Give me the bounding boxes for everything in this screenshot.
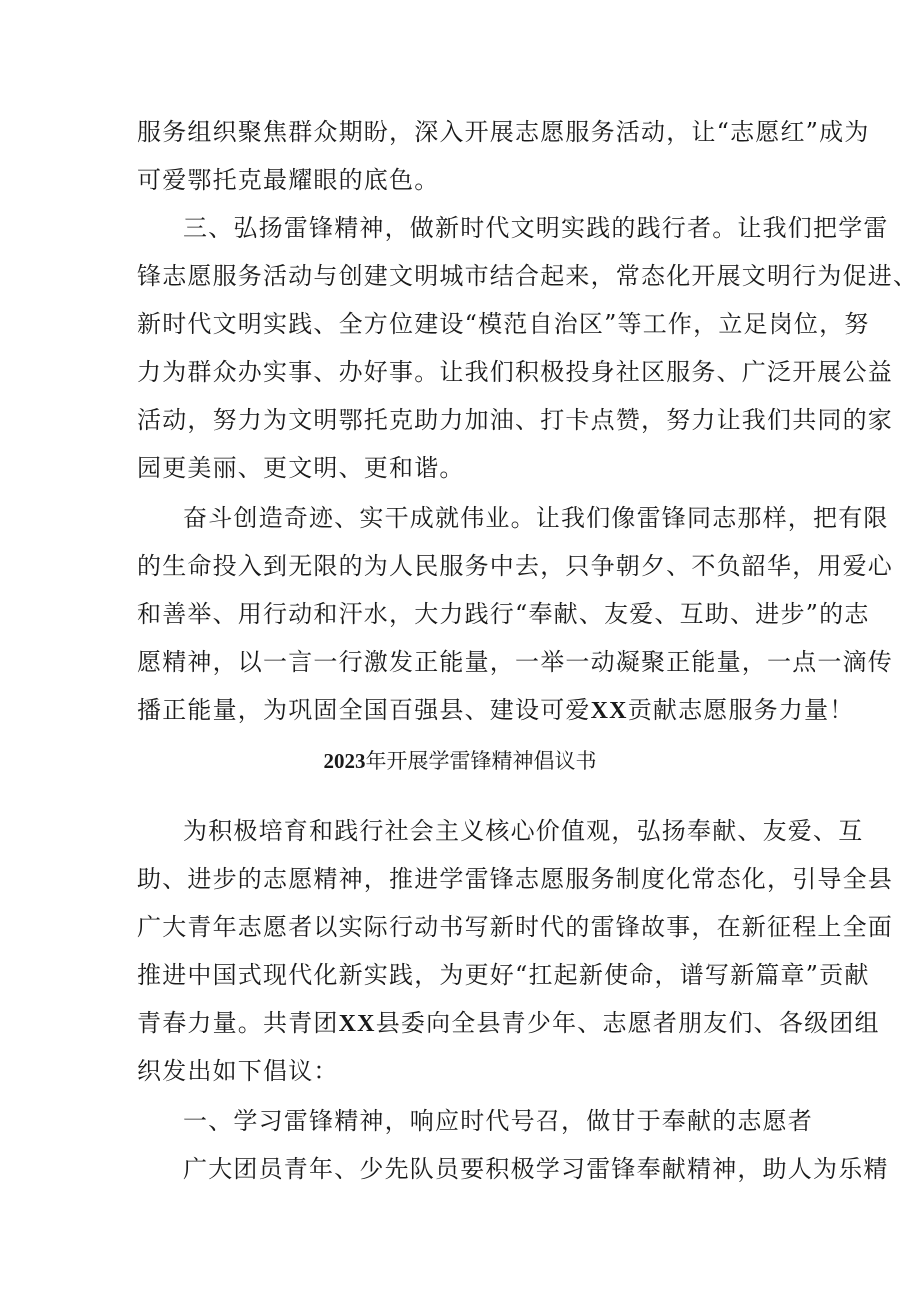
section-three-line-3: 新时代文明实践、全方位建设“模范自治区”等工作，立足岗位，努 [137,310,870,338]
section-three-line-1: 三、弘扬雷锋精神，做新时代文明实践的践行者。让我们把学雷 [183,214,889,242]
intro-line-6: 织发出如下倡议： [137,1057,339,1085]
body-line-1: 服务组织聚焦群众期盼，深入开展志愿服务活动，让“志愿红”成为 [137,118,870,146]
intro-line-4: 推进中国式现代化新实践，为更好“扛起新使命，谱写新篇章”贡献 [137,961,870,989]
intro-line-1: 为积极培育和践行社会主义核心价值观，弘扬奉献、友爱、互 [183,817,864,845]
document-title [0,747,920,775]
section-three-line-6: 园更美丽、更文明、更和谐。 [137,454,465,482]
intro-line-2: 助、进步的志愿精神，推进学雷锋志愿服务制度化常态化，引导全县 [137,865,893,893]
closing-line-4: 愿精神，以一言一行激发正能量，一举一动凝聚正能量，一点一滴传 [137,648,893,676]
intro-line-5-county: XX [338,1011,376,1037]
closing-line-5-text-a: 播正能量，为巩固全国百强县、建设可爱 [137,696,591,724]
closing-line-5-text-b: 贡献志愿服务力量！ [627,696,855,724]
intro-line-5 [137,1008,880,1039]
section-three-line-4: 力为群众办实事、办好事。让我们积极投身社区服务、广泛开展公益 [137,358,893,386]
section-three-line-5: 活动，努力为文明鄂托克助力加油、打卡点赞，努力让我们共同的家 [137,406,893,434]
section-one-heading: 一、学习雷锋精神，响应时代号召，做甘于奉献的志愿者 [183,1107,813,1135]
section-three-line-2: 锋志愿服务活动与创建文明城市结合起来，常态化开展文明行为促进、 [137,262,919,290]
title-text: 年开展学雷锋精神倡议书 [365,749,597,773]
closing-line-5-county: XX [590,698,628,724]
closing-line-2: 的生命投入到无限的为人民服务中去，只争朝夕、不负韶华，用爱心 [137,552,893,580]
title-year: 2023 [323,749,366,773]
intro-line-3: 广大青年志愿者以实际行动书写新时代的雷锋故事，在新征程上全面 [137,913,893,941]
closing-line-1: 奋斗创造奇迹、实干成就伟业。让我们像雷锋同志那样，把有限 [183,504,889,532]
body-line-2: 可爱鄂托克最耀眼的底色。 [137,166,440,194]
closing-line-5 [137,695,855,726]
closing-line-3: 和善举、用行动和汗水，大力践行“奉献、友爱、互助、进步”的志 [137,600,870,628]
intro-line-5-text-a: 青春力量。共青团 [137,1009,339,1037]
intro-line-5-text-b: 县委向全县青少年、志愿者朋友们、各级团组 [375,1009,880,1037]
section-one-line-1: 广大团员青年、少先队员要积极学习雷锋奉献精神，助人为乐精 [183,1155,889,1183]
